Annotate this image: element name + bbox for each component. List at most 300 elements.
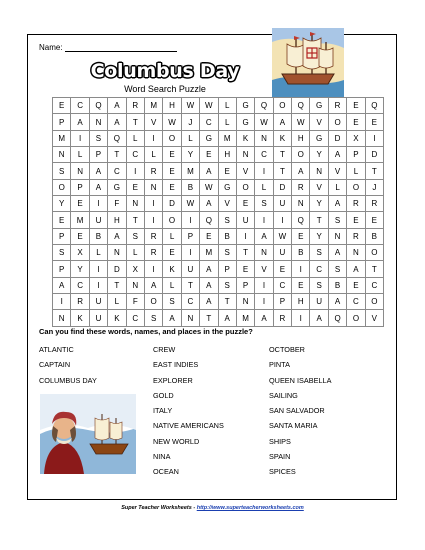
- grid-row: [53, 245, 384, 261]
- grid-cell: W: [181, 196, 199, 212]
- grid-cell: T: [236, 245, 254, 261]
- grid-cell: S: [218, 212, 236, 228]
- grid-cell: B: [292, 245, 310, 261]
- grid-cell: T: [108, 147, 126, 163]
- grid-cell: O: [273, 98, 291, 114]
- grid-cell: O: [328, 114, 346, 130]
- grid-cell: Q: [108, 130, 126, 146]
- grid-cell: K: [108, 310, 126, 326]
- grid-cell: N: [53, 147, 71, 163]
- grid-cell: T: [126, 114, 144, 130]
- grid-cell: E: [163, 163, 181, 179]
- grid-cell: P: [273, 294, 291, 310]
- grid-cell: T: [218, 294, 236, 310]
- word-item: QUEEN ISABELLA: [269, 375, 332, 385]
- grid-cell: Y: [71, 261, 89, 277]
- grid-cell: V: [236, 163, 254, 179]
- grid-cell: S: [328, 261, 346, 277]
- grid-cell: A: [71, 114, 89, 130]
- grid-cell: R: [144, 228, 162, 244]
- grid-cell: L: [126, 245, 144, 261]
- grid-cell: E: [53, 212, 71, 228]
- name-field: [39, 43, 177, 52]
- grid-cell: A: [218, 310, 236, 326]
- grid-cell: V: [310, 179, 328, 195]
- grid-cell: E: [126, 179, 144, 195]
- grid-cell: I: [255, 294, 273, 310]
- grid-cell: U: [273, 245, 291, 261]
- word-list-column-1: [39, 345, 97, 391]
- grid-cell: B: [89, 228, 107, 244]
- grid-cell: R: [328, 98, 346, 114]
- grid-row: [53, 147, 384, 163]
- grid-cell: Q: [200, 212, 218, 228]
- grid-cell: L: [89, 245, 107, 261]
- grid-cell: E: [365, 114, 383, 130]
- grid-cell: E: [236, 261, 254, 277]
- grid-row: [53, 130, 384, 146]
- word-item: EXPLORER: [153, 375, 193, 385]
- grid-cell: N: [328, 228, 346, 244]
- grid-cell: L: [71, 147, 89, 163]
- grid-cell: I: [292, 261, 310, 277]
- word-item: SAILING: [269, 390, 298, 400]
- grid-cell: T: [365, 163, 383, 179]
- grid-cell: E: [347, 98, 365, 114]
- grid-cell: E: [236, 196, 254, 212]
- grid-cell: P: [218, 261, 236, 277]
- grid-cell: L: [347, 163, 365, 179]
- grid-cell: T: [273, 163, 291, 179]
- grid-cell: K: [236, 130, 254, 146]
- grid-cell: G: [108, 179, 126, 195]
- grid-cell: S: [163, 294, 181, 310]
- grid-cell: I: [144, 130, 162, 146]
- grid-cell: N: [108, 245, 126, 261]
- grid-cell: R: [144, 163, 162, 179]
- grid-cell: E: [273, 261, 291, 277]
- grid-cell: W: [163, 114, 181, 130]
- grid-cell: F: [108, 196, 126, 212]
- word-item: OCTOBER: [269, 345, 305, 354]
- grid-row: [53, 212, 384, 228]
- grid-cell: W: [181, 98, 199, 114]
- grid-cell: F: [126, 294, 144, 310]
- grid-cell: Y: [310, 228, 328, 244]
- grid-cell: I: [365, 130, 383, 146]
- grid-cell: I: [126, 163, 144, 179]
- grid-cell: O: [144, 294, 162, 310]
- grid-cell: Y: [310, 147, 328, 163]
- grid-cell: N: [71, 163, 89, 179]
- grid-cell: A: [328, 245, 346, 261]
- grid-cell: O: [347, 179, 365, 195]
- grid-cell: X: [126, 261, 144, 277]
- grid-cell: C: [126, 310, 144, 326]
- grid-cell: V: [310, 114, 328, 130]
- grid-cell: N: [255, 245, 273, 261]
- grid-cell: I: [144, 196, 162, 212]
- grid-cell: H: [218, 147, 236, 163]
- grid-cell: A: [273, 114, 291, 130]
- grid-cell: P: [89, 147, 107, 163]
- word-item: OCEAN: [153, 467, 179, 477]
- grid-cell: W: [200, 98, 218, 114]
- grid-cell: Y: [310, 196, 328, 212]
- grid-cell: H: [292, 130, 310, 146]
- grid-cell: C: [347, 294, 365, 310]
- grid-cell: A: [53, 277, 71, 293]
- word-item: SANTA MARIA: [269, 421, 318, 431]
- grid-cell: P: [53, 114, 71, 130]
- grid-cell: U: [89, 294, 107, 310]
- grid-cell: S: [53, 245, 71, 261]
- grid-cell: Q: [292, 212, 310, 228]
- grid-cell: E: [218, 163, 236, 179]
- grid-cell: U: [236, 212, 254, 228]
- grid-cell: C: [126, 147, 144, 163]
- grid-cell: I: [255, 277, 273, 293]
- grid-cell: O: [163, 130, 181, 146]
- grid-cell: L: [218, 98, 236, 114]
- grid-cell: E: [292, 277, 310, 293]
- grid-cell: R: [347, 196, 365, 212]
- grid-cell: T: [181, 277, 199, 293]
- grid-cell: O: [53, 179, 71, 195]
- word-item: PINTA: [269, 360, 290, 370]
- grid-cell: D: [328, 130, 346, 146]
- grid-cell: B: [365, 228, 383, 244]
- grid-cell: Q: [292, 98, 310, 114]
- grid-cell: I: [181, 212, 199, 228]
- word-item: COLUMBUS DAY: [39, 375, 97, 385]
- grid-cell: P: [53, 261, 71, 277]
- grid-cell: E: [200, 147, 218, 163]
- grid-cell: C: [273, 277, 291, 293]
- grid-cell: V: [218, 196, 236, 212]
- grid-cell: L: [163, 228, 181, 244]
- grid-cell: T: [310, 212, 328, 228]
- grid-cell: S: [310, 245, 328, 261]
- grid-cell: M: [53, 130, 71, 146]
- grid-cell: A: [144, 277, 162, 293]
- grid-cell: W: [255, 114, 273, 130]
- grid-cell: Q: [255, 98, 273, 114]
- grid-cell: A: [108, 114, 126, 130]
- grid-cell: A: [255, 228, 273, 244]
- word-list-column-2: [153, 345, 224, 483]
- grid-cell: C: [255, 147, 273, 163]
- grid-cell: S: [89, 130, 107, 146]
- grid-cell: L: [218, 114, 236, 130]
- ship-icon: [272, 28, 344, 98]
- grid-row: [53, 98, 384, 114]
- grid-cell: I: [273, 212, 291, 228]
- grid-cell: T: [108, 277, 126, 293]
- grid-cell: U: [310, 294, 328, 310]
- grid-row: [53, 114, 384, 130]
- grid-cell: M: [181, 163, 199, 179]
- grid-cell: K: [71, 310, 89, 326]
- grid-cell: H: [292, 294, 310, 310]
- grid-cell: E: [200, 228, 218, 244]
- word-item: CREW: [153, 345, 176, 354]
- footer-brand: Super Teacher Worksheets: [121, 505, 192, 511]
- grid-cell: X: [71, 245, 89, 261]
- grid-cell: Q: [328, 310, 346, 326]
- grid-cell: A: [89, 163, 107, 179]
- grid-cell: A: [310, 310, 328, 326]
- word-item: SAN SALVADOR: [269, 406, 325, 416]
- page-title: Columbus Day: [90, 60, 240, 82]
- name-label: Name:: [39, 43, 63, 52]
- footer: [0, 505, 425, 511]
- word-item: SHIPS: [269, 436, 291, 446]
- grid-cell: E: [71, 228, 89, 244]
- grid-cell: E: [53, 98, 71, 114]
- grid-cell: E: [163, 245, 181, 261]
- grid-cell: A: [328, 147, 346, 163]
- grid-cell: E: [365, 212, 383, 228]
- grid-cell: A: [200, 277, 218, 293]
- word-item: NEW WORLD: [153, 436, 200, 446]
- grid-cell: N: [89, 114, 107, 130]
- grid-cell: A: [89, 179, 107, 195]
- instructions: Can you find these words, names, and places in the puzzle?: [39, 327, 253, 336]
- grid-cell: J: [181, 114, 199, 130]
- word-item: NINA: [153, 452, 171, 462]
- grid-row: [53, 163, 384, 179]
- grid-row: [53, 294, 384, 310]
- grid-cell: O: [292, 147, 310, 163]
- grid-cell: S: [218, 277, 236, 293]
- grid-cell: I: [89, 277, 107, 293]
- grid-cell: L: [126, 130, 144, 146]
- grid-cell: H: [108, 212, 126, 228]
- grid-cell: A: [200, 261, 218, 277]
- grid-row: [53, 261, 384, 277]
- grid-cell: I: [71, 130, 89, 146]
- grid-row: [53, 310, 384, 326]
- grid-cell: R: [365, 196, 383, 212]
- grid-cell: D: [365, 147, 383, 163]
- grid-cell: M: [236, 310, 254, 326]
- grid-cell: S: [328, 212, 346, 228]
- grid-cell: M: [200, 245, 218, 261]
- grid-cell: N: [255, 130, 273, 146]
- footer-link[interactable]: http://www.superteacherworksheets.com: [196, 505, 304, 511]
- grid-cell: V: [255, 261, 273, 277]
- grid-cell: A: [200, 196, 218, 212]
- grid-cell: T: [200, 310, 218, 326]
- grid-cell: M: [218, 130, 236, 146]
- grid-cell: E: [347, 114, 365, 130]
- grid-cell: T: [273, 147, 291, 163]
- grid-cell: U: [89, 212, 107, 228]
- word-item: SPAIN: [269, 452, 291, 462]
- grid-cell: C: [200, 114, 218, 130]
- footer-separator: -: [193, 505, 196, 511]
- grid-cell: R: [347, 228, 365, 244]
- grid-cell: S: [218, 245, 236, 261]
- grid-cell: P: [347, 147, 365, 163]
- grid-cell: I: [89, 196, 107, 212]
- grid-cell: L: [108, 294, 126, 310]
- grid-cell: O: [365, 245, 383, 261]
- grid-cell: V: [328, 163, 346, 179]
- grid-cell: L: [328, 179, 346, 195]
- grid-cell: N: [347, 245, 365, 261]
- grid-cell: G: [236, 98, 254, 114]
- grid-cell: A: [255, 310, 273, 326]
- grid-cell: C: [181, 294, 199, 310]
- grid-row: [53, 179, 384, 195]
- grid-cell: N: [236, 147, 254, 163]
- grid-cell: A: [347, 261, 365, 277]
- grid-cell: R: [71, 294, 89, 310]
- grid-cell: Q: [89, 98, 107, 114]
- word-item: CAPTAIN: [39, 360, 71, 370]
- grid-cell: G: [200, 130, 218, 146]
- grid-cell: D: [108, 261, 126, 277]
- word-item: SPICES: [269, 467, 296, 477]
- grid-cell: I: [236, 228, 254, 244]
- grid-cell: A: [108, 98, 126, 114]
- grid-cell: O: [163, 212, 181, 228]
- grid-cell: I: [89, 261, 107, 277]
- grid-cell: Q: [365, 98, 383, 114]
- grid-cell: M: [71, 212, 89, 228]
- grid-cell: E: [163, 147, 181, 163]
- grid-cell: I: [53, 294, 71, 310]
- grid-cell: I: [292, 310, 310, 326]
- grid-cell: I: [144, 261, 162, 277]
- grid-row: [53, 277, 384, 293]
- grid-cell: S: [126, 228, 144, 244]
- grid-cell: I: [144, 212, 162, 228]
- grid-cell: N: [53, 310, 71, 326]
- grid-cell: I: [255, 212, 273, 228]
- grid-cell: B: [328, 277, 346, 293]
- word-item: ITALY: [153, 406, 173, 416]
- grid-cell: S: [144, 310, 162, 326]
- word-list-column-3: [269, 345, 331, 483]
- grid-cell: A: [200, 163, 218, 179]
- grid-cell: L: [163, 277, 181, 293]
- grid-cell: V: [144, 114, 162, 130]
- word-search-grid: [52, 97, 384, 327]
- grid-cell: M: [144, 98, 162, 114]
- grid-row: [53, 196, 384, 212]
- grid-cell: N: [126, 196, 144, 212]
- name-line[interactable]: [65, 43, 177, 52]
- grid-cell: P: [236, 277, 254, 293]
- grid-cell: R: [292, 179, 310, 195]
- grid-cell: U: [181, 261, 199, 277]
- grid-cell: P: [53, 228, 71, 244]
- grid-cell: B: [218, 228, 236, 244]
- grid-cell: N: [310, 163, 328, 179]
- grid-cell: R: [126, 98, 144, 114]
- grid-cell: E: [347, 212, 365, 228]
- grid-cell: E: [347, 277, 365, 293]
- grid-cell: I: [181, 245, 199, 261]
- grid-cell: P: [71, 179, 89, 195]
- grid-cell: U: [89, 310, 107, 326]
- grid-cell: V: [365, 310, 383, 326]
- grid-cell: L: [144, 147, 162, 163]
- grid-row: [53, 228, 384, 244]
- grid-cell: G: [236, 114, 254, 130]
- grid-cell: C: [71, 277, 89, 293]
- grid-cell: C: [108, 163, 126, 179]
- grid-cell: U: [273, 196, 291, 212]
- word-item: GOLD: [153, 390, 174, 400]
- grid-cell: N: [144, 179, 162, 195]
- grid-cell: B: [181, 179, 199, 195]
- grid-cell: I: [255, 163, 273, 179]
- grid-cell: R: [144, 245, 162, 261]
- grid-cell: T: [126, 212, 144, 228]
- grid-cell: K: [273, 130, 291, 146]
- grid-cell: S: [53, 163, 71, 179]
- grid-cell: O: [365, 294, 383, 310]
- grid-cell: C: [310, 261, 328, 277]
- grid-cell: C: [365, 277, 383, 293]
- grid-cell: P: [181, 228, 199, 244]
- grid-cell: C: [71, 98, 89, 114]
- grid-cell: A: [292, 163, 310, 179]
- grid-cell: R: [273, 310, 291, 326]
- grid-cell: T: [365, 261, 383, 277]
- grid-cell: N: [292, 196, 310, 212]
- grid-cell: D: [163, 196, 181, 212]
- grid-cell: N: [181, 310, 199, 326]
- grid-cell: A: [328, 294, 346, 310]
- grid-cell: N: [236, 294, 254, 310]
- grid-cell: D: [273, 179, 291, 195]
- grid-cell: A: [328, 196, 346, 212]
- grid-cell: N: [126, 277, 144, 293]
- word-item: EAST INDIES: [153, 360, 199, 370]
- page-subtitle: Word Search Puzzle: [124, 84, 206, 94]
- word-item: ATLANTIC: [39, 345, 74, 354]
- grid-cell: H: [163, 98, 181, 114]
- grid-cell: O: [347, 310, 365, 326]
- grid-cell: A: [108, 228, 126, 244]
- grid-cell: O: [236, 179, 254, 195]
- columbus-icon: [40, 394, 136, 474]
- grid-cell: A: [200, 294, 218, 310]
- grid-cell: S: [255, 196, 273, 212]
- grid-cell: J: [365, 179, 383, 195]
- grid-cell: G: [218, 179, 236, 195]
- grid-cell: E: [292, 228, 310, 244]
- grid-cell: G: [310, 130, 328, 146]
- grid-cell: K: [163, 261, 181, 277]
- grid-cell: L: [255, 179, 273, 195]
- grid-cell: Y: [181, 147, 199, 163]
- grid-cell: G: [310, 98, 328, 114]
- grid-cell: S: [310, 277, 328, 293]
- grid-cell: E: [163, 179, 181, 195]
- grid-cell: W: [292, 114, 310, 130]
- grid-cell: L: [181, 130, 199, 146]
- grid-cell: W: [200, 179, 218, 195]
- grid-cell: A: [163, 310, 181, 326]
- word-item: NATIVE AMERICANS: [153, 421, 224, 431]
- grid-cell: X: [347, 130, 365, 146]
